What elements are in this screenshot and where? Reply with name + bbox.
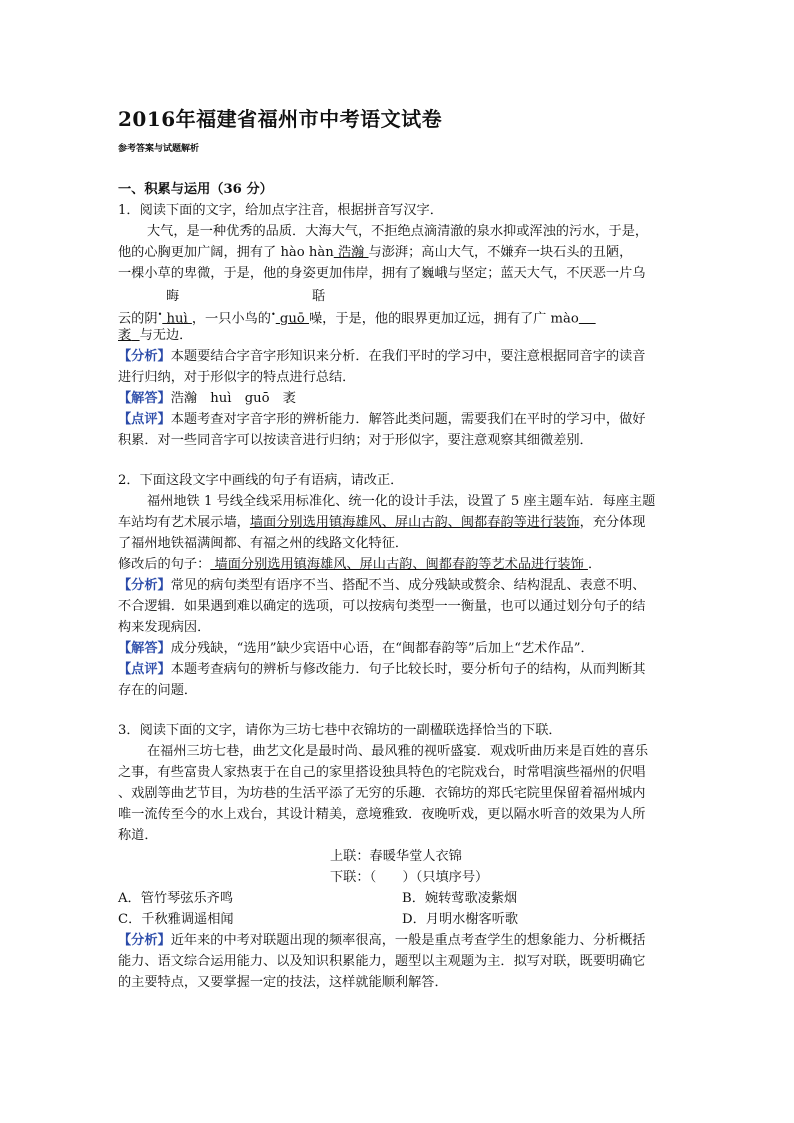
document-title: 2016年福建省福州市中考语文试卷 [118, 107, 443, 131]
q2-stem: 2．下面这段文字中画线的句子有语病，请改正． [118, 473, 404, 488]
q1-analysis [118, 347, 646, 367]
section-heading: 一、积累与运用（36 分） [118, 182, 273, 197]
q1-text: ，一只小鸟的 [191, 311, 271, 327]
fix-label: 修改后的句子： [118, 557, 211, 572]
option-c: C．千秋雅调遥相闻 [118, 912, 234, 927]
analysis-tag: 【分析】 [118, 578, 171, 593]
q3-paragraph-line: 、戏剧等曲艺节目，为坊巷的生活平添了无穷的乐趣．衣锦坊的郑氏宅院里保留着福州城内 [118, 786, 646, 801]
q2-text: ，充分体现 [579, 515, 646, 530]
q1-answer-blank: 袤 [118, 328, 132, 343]
analysis-text: 近年来的中考对联题出现的频率很高，一般是重点考查学生的想象能力、分析概括 [170, 933, 646, 948]
dotted-char-annotation: 晦 [166, 289, 180, 304]
q1-answer-blank: 浩瀚 [333, 245, 369, 260]
q1-stem: 1．阅读下面的文字，给加点字注音，根据拼音写汉字． [118, 203, 443, 218]
answer-tag: 【解答】 [118, 391, 171, 406]
q2-text: 车站均有艺术展示墙， [118, 515, 250, 530]
comment-text: 本题考查病句的辨析与修改能力．句子比较长时，要分析句子的结构，从而判断其 [170, 662, 646, 677]
q1-text: 云的阴 [118, 311, 158, 327]
q1-answer [118, 389, 296, 409]
q3-paragraph-line: 之事，有些富贵人家热衷于在自己的家里搭设独具特色的宅院戏台，时常唱演些福州的伬唱 [118, 765, 646, 780]
answer-text: 成分残缺，“选用”缺少宾语中心语，在“闽都春韵等”后加上“艺术作品”． [170, 641, 594, 656]
q2-analysis [118, 576, 646, 596]
q3-paragraph-line: 在福州三坊七巷，曲艺文化是最时尚、最风雅的视听盛宴．观戏听曲历来是百姓的喜乐 [147, 744, 649, 759]
q2-analysis-cont: 不合逻辑．如果遇到难以确定的选项，可以按病句类型一一衡量，也可以通过划分句子的结 [118, 599, 646, 614]
q1-paragraph-line: 云的阴• huì ，一只小鸟的• guō 噪，于是，他的眼界更加辽远，拥有了广 mào [118, 310, 579, 327]
document-subtitle: 参考答案与试题解析 [118, 144, 200, 154]
q1-analysis-cont: 进行归纳，对于形似字的特点进行总结． [118, 370, 356, 385]
comment-tag: 【点评】 [118, 412, 171, 427]
q2-underlined-sentence: 墙面分别选用镇海雄风、屏山古韵、闽都春韵等进行装饰 [249, 515, 580, 530]
q2-fix [118, 555, 601, 575]
couplet-upper: 上联：春暖华堂人衣锦 [330, 849, 462, 864]
analysis-text: 本题要结合字音字形知识来分析．在我们平时的学习中，要注意根据同音字的读音 [170, 349, 646, 364]
q2-paragraph-line: 福州地铁 1 号线全线采用标准化、统一化的设计手法，设置了 5 座主题车站．每座主题 [147, 494, 656, 509]
analysis-text: 常见的病句类型有语序不当、搭配不当、成分残缺或赘余、结构混乱、表意不明、 [170, 578, 646, 593]
analysis-tag: 【分析】 [118, 933, 171, 948]
comment-text: 本题考查对字音字形的辨析能力．解答此类问题，需要我们在平时的学习中，做好 [170, 412, 646, 427]
q1-text: 噪，于是，他的眼界更加辽远，拥有了广 mào [308, 311, 579, 327]
q1-text: 与澎湃；高山大气，不嫌弃一块石头的丑陋， [368, 245, 633, 260]
answer-tag: 【解答】 [118, 641, 171, 656]
option-d: D．月明水榭客听歌 [402, 912, 519, 927]
option-a: A．管竹琴弦乐齐鸣 [118, 891, 234, 906]
q3-stem: 3．阅读下面的文字，请你为三坊七巷中衣锦坊的一副楹联选择恰当的下联． [118, 723, 562, 738]
q1-text: 与无边． [139, 328, 193, 343]
q3-analysis-cont: 能力、语文综合运用能力、以及知识积累能力，题型以主观题为主．拟写对联，既要明确它 [118, 954, 646, 969]
comment-tag: 【点评】 [118, 662, 171, 677]
q1-paragraph-line [118, 326, 192, 346]
q1-comment-cont: 积累．对一些同音字可以按读音进行归纳；对于形似字，要注意观察其细微差别． [118, 433, 593, 448]
q2-answer [118, 639, 594, 659]
q2-paragraph-line [118, 513, 646, 533]
q2-analysis-cont: 构来发现病因． [118, 620, 211, 635]
answer-text: 浩瀚 huì guō 袤 [170, 391, 296, 406]
fix-answer-blank: 墙面分别选用镇海雄风、屏山古韵、闽都春韵等艺术品进行装饰 [210, 557, 588, 572]
q1-paragraph-line: 大气，是一种优秀的品质．大海大气，不拒绝点滴清澈的泉水抑或浑浊的污水，于是， [147, 224, 649, 239]
q1-answer-blank: guō [275, 311, 309, 327]
fix-end: ． [587, 557, 602, 572]
q3-paragraph-line: 称道． [118, 828, 158, 843]
q2-comment-cont: 存在的问题． [118, 683, 198, 698]
option-b: B．婉转莺歌凌紫烟 [402, 891, 518, 906]
q3-analysis-cont: 的主要特点，又要掌握一定的技法，这样就能顺利解答． [118, 975, 448, 990]
dotted-char-annotation: 聒 [312, 289, 326, 304]
q1-paragraph-line: 一棵小草的卑微，于是，他的身姿更加伟岸，拥有了巍峨与坚定；蓝天大气，不厌恶一片乌 [118, 266, 646, 281]
q2-paragraph-line: 了福州地铁福满闽都、有福之州的线路文化特征． [118, 536, 409, 551]
analysis-tag: 【分析】 [118, 349, 171, 364]
couplet-lower: 下联：（ ）（只填序号） [330, 870, 489, 885]
q1-answer-blank: huì [162, 311, 192, 327]
q1-text: 他的心胸更加广阔，拥有了 hào hàn [118, 245, 334, 260]
q3-paragraph-line: 唯一流传至今的水上戏台，其设计精美，意境雅致．夜晚听戏，更以隔水听音的效果为人所 [118, 807, 646, 822]
q2-comment [118, 660, 646, 680]
q3-analysis [118, 931, 646, 951]
q1-paragraph-line [118, 243, 632, 263]
q1-comment [118, 410, 646, 430]
